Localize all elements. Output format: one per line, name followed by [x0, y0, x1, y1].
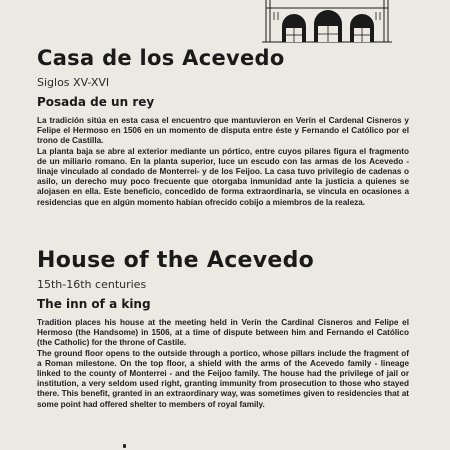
spanish-title: Casa de los Acevedo	[37, 46, 285, 70]
english-subtitle: The inn of a king	[37, 297, 151, 311]
building-sketch-illustration	[262, 0, 392, 46]
spanish-paragraph: La tradición sitúa en esta casa el encuentro que mantuvieron en Verín el Cardenal Cisneros y Felipe el Hermoso en 1506 en un momento de disputa entre éste y Fernando el Católico por el trono de Castilla.	[37, 116, 409, 146]
english-paragraph: The ground floor opens to the outside through a portico, whose pillars include the fragment of a Roman milestone. On the top floor, a shield with the arms of the Acevedo family - lineage linked to the county of Monterrei - and the Feijoo family. The house had the privilege of jail or institution, a very seldom used right, granting immunity from prosecution to those who stayed there. This benefit, granted in an extraordinary way, was sometimes given to residencies that at some point had offered shelter to members of royal family.	[37, 348, 409, 409]
spanish-subtitle: Posada de un rey	[37, 95, 155, 109]
spanish-centuries: Siglos XV-XVI	[37, 76, 110, 89]
english-title: House of the Acevedo	[37, 248, 315, 273]
bullet-mark	[123, 444, 126, 448]
spanish-body-text	[37, 116, 409, 208]
english-paragraph: Tradition places his house at the meeting held in Verín the Cardinal Cisneros and Felipe el Hermoso (the Handsome) in 1506, at a time of dispute between him and Fernando el Católico (the Catholic) for the throne of Castile.	[37, 318, 409, 348]
english-centuries: 15th-16th centuries	[37, 278, 147, 291]
spanish-paragraph: La planta baja se abre al exterior mediante un pórtico, entre cuyos pilares figura el fragmento de un miliario romano. En la planta superior, luce un escudo con las armas de los Acevedo -linaje vinculado al condado de Monterrei- y de los Feijoo. La casa tuvo privilegio de cadenas o asilo, un derecho muy poco frecuente que otorgaba inmunidad ante la justicia a quienes se alojasen en ella. Este beneficio, concedido de forma extraordinaria, se vincula en ocasiones a residencias que en algún momento habían ofrecido cobijo a miembros de la realeza.	[37, 146, 409, 207]
english-body-text	[37, 318, 409, 410]
